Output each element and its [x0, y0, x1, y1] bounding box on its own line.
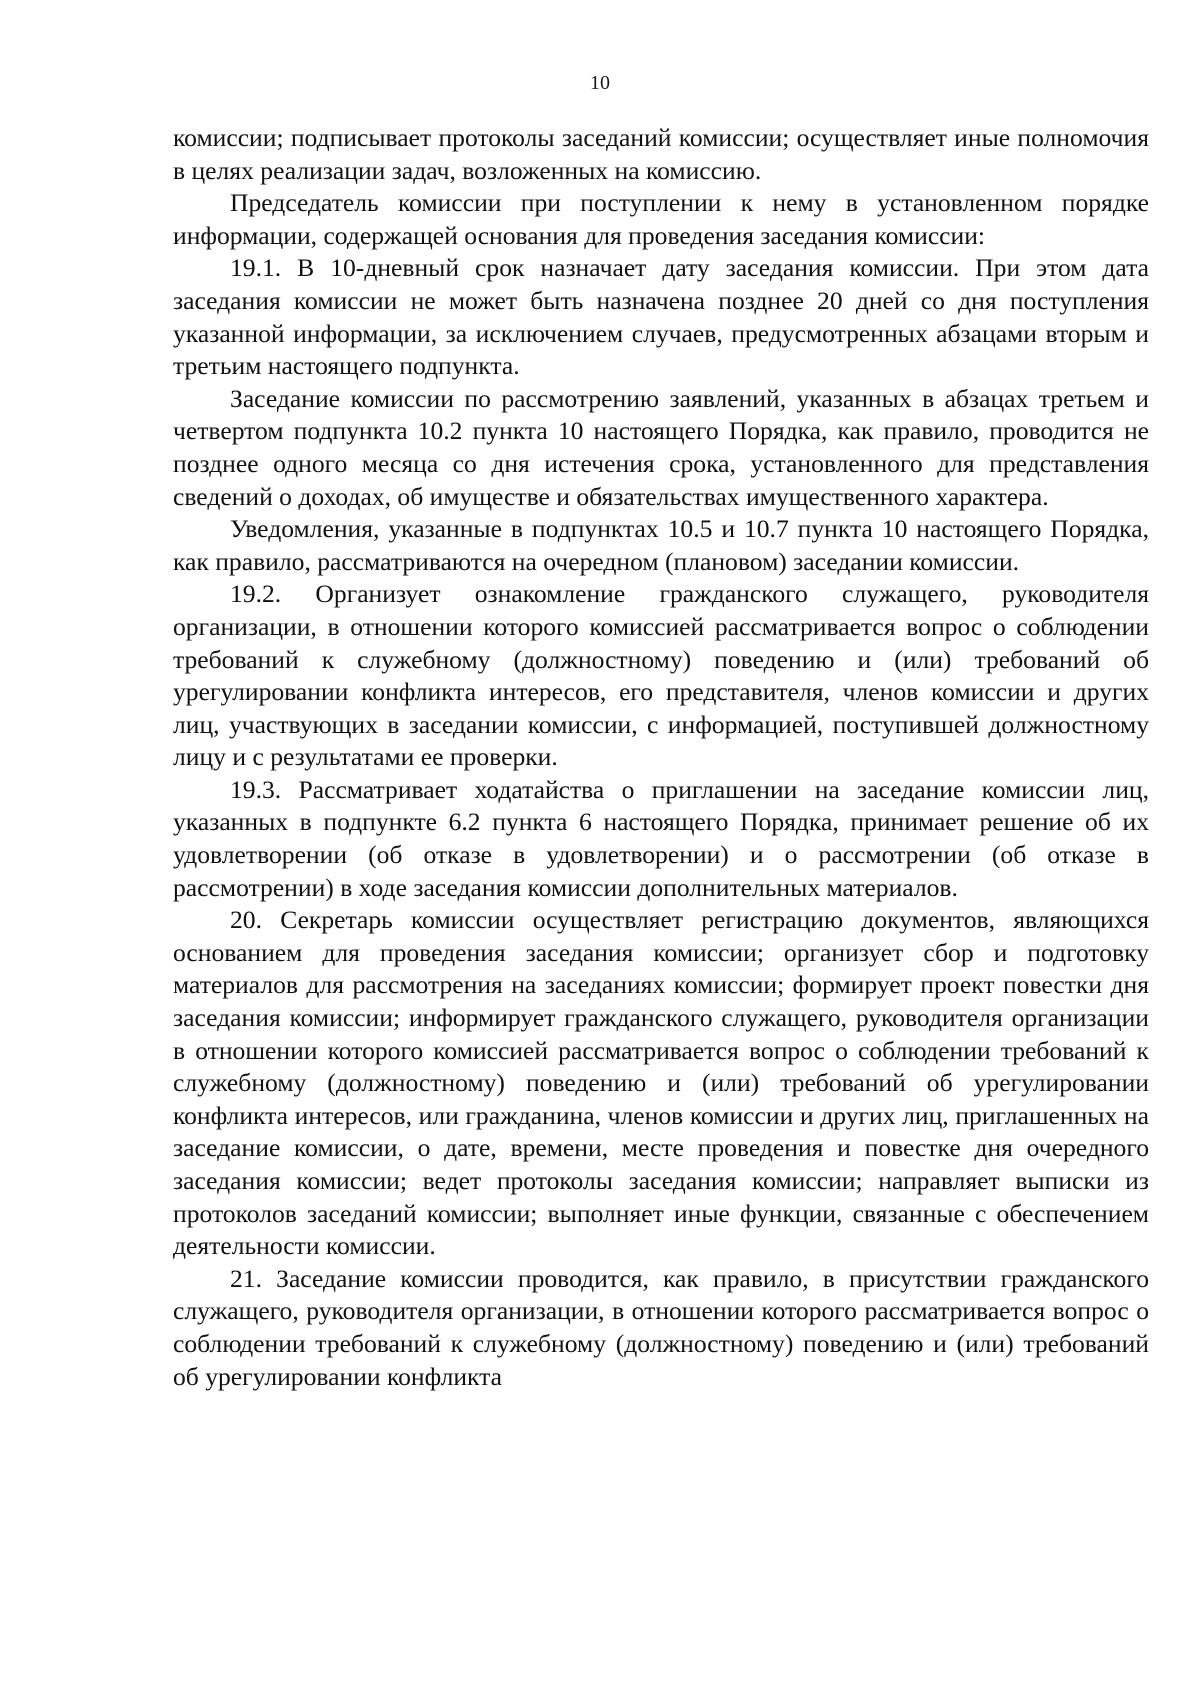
document-body [173, 122, 1149, 1393]
paragraph-chairman-intro: Председатель комиссии при поступлении к нему в установленном порядке информации, содержащей основания для проведения заседания комиссии: [173, 188, 1149, 250]
paragraph-meeting-applications: Заседание комиссии по рассмотрению заявлений, указанных в абзацах третьем и четвертом подпункта 10.2 пункта 10 настоящего Порядка, как правило, проводится не позднее одного месяца со дня истечения срока, установленного для представления сведений о доходах, об имуществе и обязательствах имущественного характера. [173, 383, 1149, 511]
paragraph-continuation: комиссии; подписывает протоколы заседаний комиссии; осуществляет иные полномочия в целях реализации задач, возложенных на комиссию. [173, 123, 1149, 185]
paragraph-21: 21. Заседание комиссии проводится, как правило, в присутствии гражданского служащего, руководителя организации, в отношении которого рассматривается вопрос о соблюдении требований к служебному (должностному) поведению и (или) требований об урегулировании конфликта [173, 1263, 1149, 1391]
paragraph-20: 20. Секретарь комиссии осуществляет регистрацию документов, являющихся основанием для проведения заседания комиссии; организует сбор и подготовку материалов для рассмотрения на заседаниях комиссии; формирует проект повестки дня заседания комиссии; информирует гражданского служащего, руководителя организации в отношении которого комиссией рассматривается вопрос о соблюдении требований к служебному (должностному) поведению и (или) требований об урегулировании конфликта интересов, или гражданина, членов комиссии и других лиц, приглашенных на заседание комиссии, о дате, времени, месте проведения и повестке дня очередного заседания комиссии; ведет протоколы заседания комиссии; направляет выписки из протоколов заседаний комиссии; выполняет иные функции, связанные с обеспечением деятельности комиссии. [173, 905, 1149, 1261]
paragraph-notifications: Уведомления, указанные в подпунктах 10.5 и 10.7 пункта 10 настоящего Порядка, как правило, рассматриваются на очередном (плановом) заседании комиссии. [173, 514, 1149, 576]
paragraph-19-2: 19.2. Организует ознакомление гражданского служащего, руководителя организации, в отношении которого комиссией рассматривается вопрос о соблюдении требований к служебному (должностному) поведению и (или) требований об урегулировании конфликта интересов, его представителя, членов комиссии и других лиц, участвующих в заседании комиссии, с информацией, поступившей должностному лицу и с результатами ее проверки. [173, 579, 1149, 772]
page-number: 10 [590, 72, 610, 94]
paragraph-19-3: 19.3. Рассматривает ходатайства о приглашении на заседание комиссии лиц, указанных в подпункте 6.2 пункта 6 настоящего Порядка, принимает решение об их удовлетворении (об отказе в удовлетворении) и о рассмотрении (об отказе в рассмотрении) в ходе заседания комиссии дополнительных материалов. [173, 774, 1149, 902]
paragraph-19-1: 19.1. В 10-дневный срок назначает дату заседания комиссии. При этом дата заседания комиссии не может быть назначена позднее 20 дней со дня поступления указанной информации, за исключением случаев, предусмотренных абзацами вторым и третьим настоящего подпункта. [173, 253, 1149, 381]
